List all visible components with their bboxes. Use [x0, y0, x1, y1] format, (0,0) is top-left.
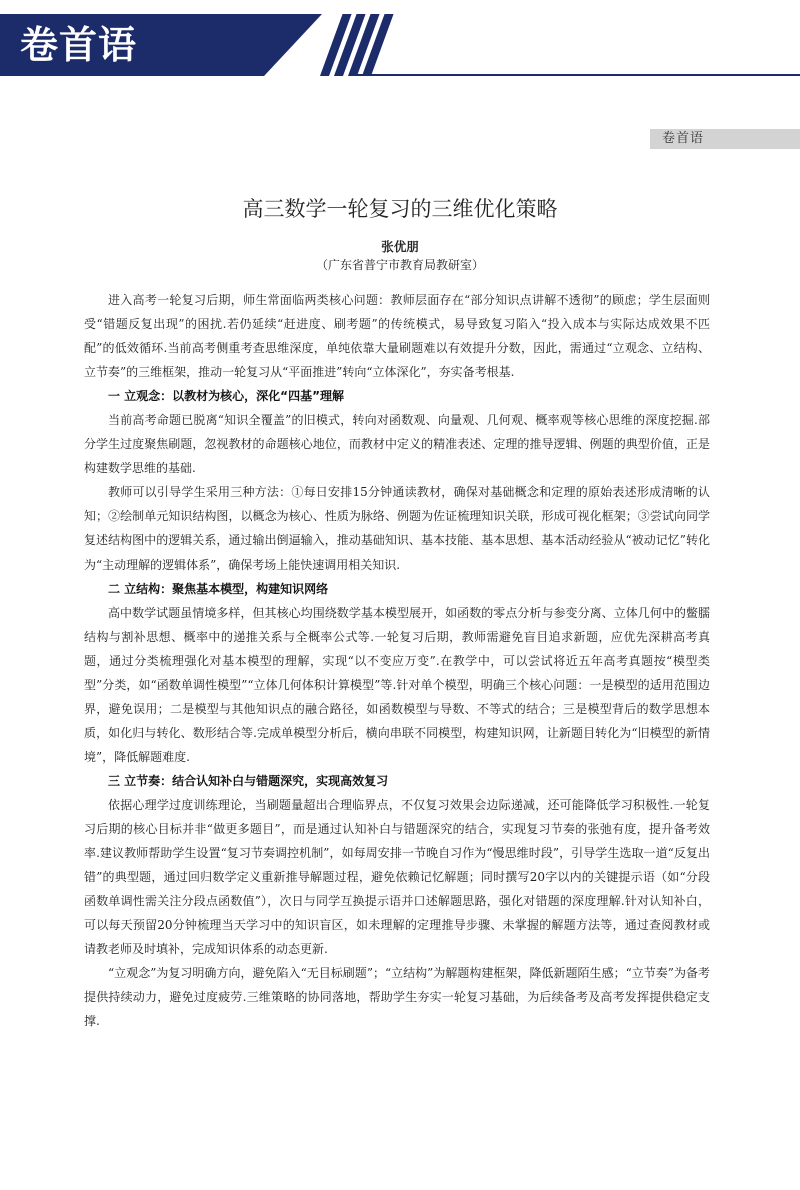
body-paragraph: 当前高考命题已脱离“知识全覆盖”的旧模式，转向对函数观、向量观、几何观、概率观等核心思维的深度挖掘.部分学生过度聚焦刷题，忽视教材的命题核心地位，而教材中定义的精准表述、定理的推导逻辑、例题的典型价值，正是构建数学思维的基础.	[84, 413, 710, 476]
section-tag: 卷首语	[650, 129, 800, 149]
body-paragraph: 教师可以引导学生采用三种方法：①每日安排15分钟通读教材，确保对基础概念和定理的原始表述形成清晰的认知；②绘制单元知识结构图，以概念为核心、性质为脉络、例题为佐证梳理知识关联，形成可视化框架；③尝试向同学复述结构图中的逻辑关系，通过输出倒逼输入，推动基础知识、基本技能、基本思想、基本活动经验从“被动记忆”转化为“主动理解的逻辑体系”，确保考场上能快速调用相关知识.	[84, 485, 710, 572]
banner-rule	[350, 74, 800, 76]
section-heading: 一 立观念：以教材为核心，深化“四基”理解	[108, 389, 344, 404]
conclusion-paragraph: “立观念”为复习明确方向，避免陷入“无目标刷题”；“立结构”为解题构建框架，降低新题陌生感；“立节奏”为备考提供持续动力，避免过度疲劳.三维策略的协同落地，帮助学生夯实一轮复习基础，为后续备考及高考发挥提供稳定支撑.	[84, 966, 710, 1029]
section-heading: 二 立结构：聚焦基本模型，构建知识网络	[108, 581, 329, 596]
intro-paragraph: 进入高考一轮复习后期，师生常面临两类核心问题：教师层面存在“部分知识点讲解不透彻”的顾虑；学生层面则受“错题反复出现”的困扰.若仍延续“赶进度、刷考题”的传统模式，易导致复习陷入“投入成本与实际达成效果不匹配”的低效循环.当前高考侧重考查思维深度，单纯依靠大量刷题难以有效提升分数，因此，需通过“立观念、立结构、立节奏”的三维框架，推动一轮复习从“平面推进”转向“立体深化”，夯实备考根基.	[84, 293, 710, 380]
section-heading: 三 立节奏：结合认知补白与错题深究，实现高效复习	[108, 773, 389, 788]
banner-title: 卷首语	[20, 23, 138, 67]
body-paragraph: 依据心理学过度训练理论，当刷题量超出合理临界点，不仅复习效果会边际递减，还可能降低学习积极性.一轮复习后期的核心目标并非“做更多题目”，而是通过认知补白与错题深究的结合，实现复习节奏的张弛有度，提升备考效率.建议教师帮助学生设置“复习节奏调控机制”，如每周安排一节晚自习作为“慢思维时段”，引导学生选取一道“反复出错”的典型题，通过回归数学定义重新推导解题过程，避免依赖记忆解题；同时撰写20字以内的关键提示语（如“分段函数单调性需关注分段点函数值”），次日与同学互换提示语并口述解题思路，强化对错题的深度理解.针对认知补白，可以每天预留20分钟梳理当天学习中的知识盲区，如未理解的定理推导步骤、未掌握的解题方法等，通过查阅教材或请教老师及时填补，完成知识体系的动态更新.	[84, 797, 710, 957]
author-affiliation: （广东省普宁市教育局教研室）	[315, 258, 484, 272]
article-body	[84, 288, 710, 1033]
author-name: 张优朋	[381, 239, 419, 254]
header-banner	[0, 0, 800, 76]
body-paragraph: 高中数学试题虽情境多样，但其核心均围绕数学基本模型展开，如函数的零点分析与参变分离、立体几何中的鳖臑结构与割补思想、概率中的递推关系与全概率公式等.一轮复习后期，教师需避免盲目追求新题，应优先深耕高考真题，通过分类梳理强化对基本模型的理解，实现“以不变应万变”.在教学中，可以尝试将近五年高考真题按“模型类型”分类，如“函数单调性模型”“立体几何体积计算模型”等.针对单个模型，明确三个核心问题：一是模型的适用范围边界，避免误用；二是模型与其他知识点的融合路径，如函数模型与导数、不等式的结合；三是模型背后的数学思想本质，如化归与转化、数形结合等.完成单模型分析后，横向串联不同模型，构建知识网，让新题目转化为“旧模型的新情境”，降低解题难度.	[84, 605, 710, 764]
article-title: 高三数学一轮复习的三维优化策略	[242, 197, 558, 221]
